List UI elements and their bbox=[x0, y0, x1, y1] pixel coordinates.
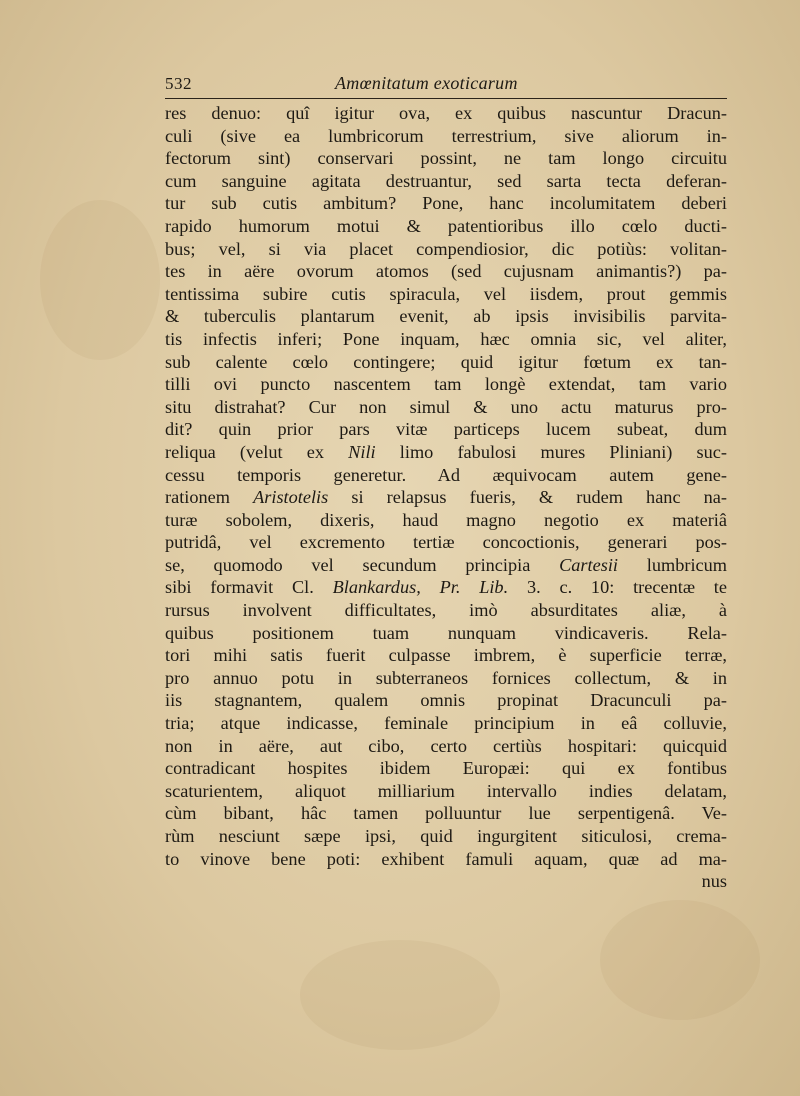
text-line: dit? quin prior pars vitæ particeps lucem subeat, dum bbox=[165, 419, 727, 440]
text-segment: rationem bbox=[165, 487, 254, 508]
text-line: tur sub cutis ambitum? Pone, hanc incolumitatem deberi bbox=[165, 193, 727, 214]
text-segment: si relapsus fueris, & rudem hanc na- bbox=[328, 487, 727, 508]
paper-stain bbox=[40, 200, 160, 360]
text-line: cùm bibant, hâc tamen polluuntur lue serpentigenâ. Ve- bbox=[165, 803, 727, 824]
text-segment: 3. c. 10: trecentæ te bbox=[508, 577, 727, 598]
text-line: nus bbox=[701, 871, 727, 892]
text-line: bus; vel, si via placet compendiosior, dic potiùs: volitan- bbox=[165, 238, 727, 259]
text-line: tis infectis inferi; Pone inquam, hæc omnia sic, vel aliter, bbox=[165, 328, 727, 349]
text-line: quibus positionem tuam nunquam vindicaveris. Rela- bbox=[165, 622, 727, 643]
text-segment: se, quomodo vel secundum principia bbox=[165, 554, 560, 575]
text-line: cum sanguine agitata destruantur, sed sarta tecta deferan- bbox=[165, 170, 727, 191]
text-line: & tuberculis plantarum evenit, ab ipsis invisibilis parvita- bbox=[165, 306, 727, 327]
page-number: 532 bbox=[165, 74, 192, 93]
text-line bbox=[165, 576, 727, 599]
text-line: rùm nesciunt sæpe ipsi, quid ingurgitent siticulosi, crema- bbox=[165, 826, 727, 846]
text-line: to vinove bene poti: exhibent famuli aquam, quæ ad ma- bbox=[165, 848, 727, 869]
text-segment: lumbricum bbox=[618, 554, 727, 575]
italic-segment: Aristotelis bbox=[253, 487, 329, 508]
paper-stain bbox=[600, 900, 760, 1020]
text-line: tentissima subire cutis spiracula, vel iisdem, prout gemmis bbox=[165, 283, 727, 304]
text-line bbox=[165, 441, 727, 464]
text-line: sub calente cœlo contingere; quid igitur fœtum ex tan- bbox=[165, 351, 727, 372]
text-line: situ distrahat? Cur non simul & uno actu maturus pro- bbox=[165, 396, 727, 417]
text-line: tes in aëre ovorum atomos (sed cujusnam animantis?) pa- bbox=[165, 261, 727, 282]
text-line: tilli ovi puncto nascentem tam longè extendat, tam vario bbox=[165, 374, 727, 395]
text-line: turæ sobolem, dixeris, haud magno negotio ex materiâ bbox=[165, 509, 727, 530]
text-line bbox=[165, 486, 727, 509]
italic-segment: Nili bbox=[348, 441, 376, 462]
text-segment: limo fabulosi mures Pliniani) suc- bbox=[375, 441, 727, 462]
italic-segment: Cartesii bbox=[559, 554, 619, 575]
running-head: Amœnitatum exoticarum bbox=[335, 73, 518, 93]
text-line: tori mihi satis fuerit culpasse imbrem, è superficie terræ, bbox=[165, 645, 727, 666]
text-segment: sibi formavit Cl. bbox=[165, 577, 333, 598]
text-line: contradicant hospites ibidem Europæi: qui ex fontibus bbox=[165, 758, 727, 779]
italic-segment: Blankardus, Pr. Lib. bbox=[332, 577, 509, 598]
page-header bbox=[165, 70, 727, 99]
paper-stain bbox=[300, 940, 500, 1050]
text-line: scaturientem, aliquot milliarium intervallo indies delatam, bbox=[165, 780, 727, 801]
text-line: non in aëre, aut cibo, certo certiùs hospitari: quicquid bbox=[165, 735, 727, 756]
text-line: iis stagnantem, qualem omnis propinat Dracunculi pa- bbox=[165, 690, 727, 711]
text-line bbox=[165, 554, 727, 577]
text-line: rursus involvent difficultates, imò absurditates aliæ, à bbox=[165, 600, 727, 621]
text-segment: reliqua (velut ex bbox=[165, 441, 349, 462]
text-line: cessu temporis generetur. Ad æquivocam autem gene- bbox=[165, 464, 727, 485]
text-line: fectorum sint) conservari possint, ne tam longo circuitu bbox=[165, 148, 727, 169]
text-line: putridâ, vel excremento tertiæ concoctionis, generari pos- bbox=[165, 532, 727, 553]
text-line: tria; atque indicasse, feminale principium in eâ colluvie, bbox=[165, 713, 727, 734]
text-line: culi (sive ea lumbricorum terrestrium, sive aliorum in- bbox=[165, 125, 727, 146]
body-text bbox=[165, 102, 727, 893]
text-line: pro annuo potu in subterraneos fornices collectum, & in bbox=[165, 667, 727, 688]
text-line: res denuo: quî igitur ova, ex quibus nascuntur Dracun- bbox=[165, 103, 727, 123]
text-line: rapido humorum motui & patentioribus illo cœlo ducti- bbox=[165, 215, 727, 236]
